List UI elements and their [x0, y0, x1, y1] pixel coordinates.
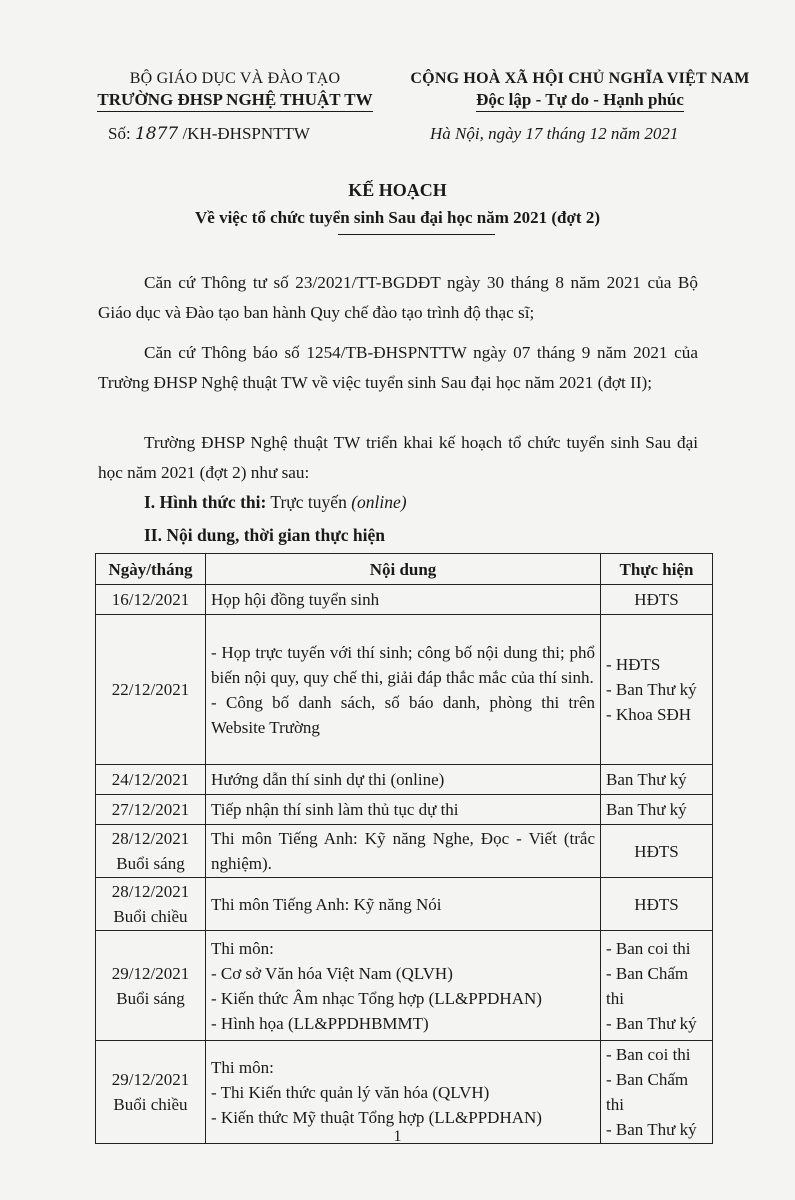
header-content: Nội dung — [206, 554, 601, 585]
cell-exec-line: - Ban Chấm thi — [606, 963, 689, 1008]
document-date: Hà Nội, ngày 17 tháng 12 năm 2021 — [430, 124, 679, 143]
issuer-block — [75, 70, 395, 112]
section-schedule-heading — [144, 525, 385, 546]
cell-content-line: - Cơ sở Văn hóa Việt Nam (QLVH) — [211, 963, 453, 983]
cell-content — [206, 825, 601, 878]
national-header — [380, 70, 780, 112]
cell-content-line: Thi môn: — [211, 1057, 274, 1077]
section-1-note: (online) — [351, 492, 407, 512]
cell-date-line: 16/12/2021 — [111, 590, 190, 609]
cell-content-line: Họp hội đồng tuyển sinh — [211, 590, 380, 609]
cell-content-line: - Họp trực tuyến với thí sinh; công bố nội dung thi; phổ biến nội quy, quy chế thi, giải đáp thắc mắc của thí sinh. — [211, 642, 595, 687]
document-number — [108, 124, 310, 144]
national-motto: Độc lập - Tự do - Hạnh phúc — [476, 90, 684, 112]
cell-content — [206, 615, 601, 765]
cell-date — [96, 765, 206, 795]
table-row — [96, 765, 713, 795]
cell-date-line: Buổi chiều — [113, 1095, 188, 1114]
table-header-row — [96, 554, 713, 585]
cell-date-line: 28/12/2021 — [111, 829, 190, 848]
paragraph-legal-basis-1: Căn cứ Thông tư số 23/2021/TT-BGDĐT ngày 30 tháng 8 năm 2021 của Bộ Giáo dục và Đào tạo ban hành Quy chế đào tạo trình độ thạc sĩ; — [98, 273, 698, 322]
cell-exec-line: HĐTS — [634, 590, 679, 609]
cell-exec-line: - Ban Thư ký — [606, 1120, 697, 1139]
cell-exec — [601, 795, 713, 825]
cell-exec-line: - HĐTS — [606, 655, 661, 674]
cell-exec-line: HĐTS — [634, 894, 679, 914]
table-row — [96, 585, 713, 615]
table-row — [96, 615, 713, 765]
page-number: 1 — [393, 1128, 402, 1145]
school-name: TRƯỜNG ĐHSP NGHỆ THUẬT TW — [97, 90, 372, 112]
cell-date-line: 29/12/2021 — [111, 963, 190, 983]
cell-date-line: Buổi chiều — [113, 907, 188, 926]
cell-content-line: - Hình họa (LL&PPDHBMMT) — [211, 1013, 429, 1033]
cell-date — [96, 795, 206, 825]
doc-number-handwritten: 1877 — [134, 124, 179, 144]
doc-number-suffix: /KH-ĐHSPNTTW — [182, 124, 310, 143]
cell-exec — [601, 615, 713, 765]
ministry-name: BỘ GIÁO DỤC VÀ ĐÀO TẠO — [129, 70, 341, 87]
doc-number-prefix: Số: — [108, 124, 131, 143]
section-1-label: I. Hình thức thi: — [144, 492, 267, 512]
cell-date-line: Buổi sáng — [116, 988, 185, 1008]
cell-exec-line: - Ban coi thi — [606, 1045, 691, 1064]
cell-date-line: 29/12/2021 — [111, 1070, 190, 1089]
cell-exec-line: Ban Thư ký — [606, 800, 687, 819]
cell-content-line: - Công bố danh sách, số báo danh, phòng thi trên Website Trường — [211, 692, 595, 737]
cell-content-line: - Kiến thức Âm nhạc Tổng hợp (LL&PPDHAN) — [211, 988, 542, 1008]
table-body — [96, 585, 713, 1144]
table-row — [96, 795, 713, 825]
cell-exec-line: - Ban coi thi — [606, 938, 691, 958]
cell-content-line: - Kiến thức Mỹ thuật Tổng hợp (LL&PPDHAN) — [211, 1107, 542, 1127]
cell-exec-line: - Khoa SĐH — [606, 705, 691, 724]
cell-date-line: Buổi sáng — [116, 854, 185, 873]
cell-exec-line: - Ban Chấm thi — [606, 1070, 689, 1114]
cell-exec-line: HĐTS — [634, 841, 679, 861]
cell-content-line: Thi môn: — [211, 938, 274, 958]
section-1-value: Trực tuyến — [270, 492, 347, 512]
cell-exec — [601, 585, 713, 615]
cell-exec — [601, 931, 713, 1041]
cell-content-line: Thi môn Tiếng Anh: Kỹ năng Nghe, Đọc - Viết (trắc nghiệm). — [211, 829, 595, 873]
cell-content-line: Thi môn Tiếng Anh: Kỹ năng Nói — [211, 894, 442, 914]
cell-content — [206, 795, 601, 825]
cell-exec — [601, 765, 713, 795]
cell-date-line: 27/12/2021 — [111, 800, 190, 819]
cell-content — [206, 931, 601, 1041]
cell-content-line: - Thi Kiến thức quản lý văn hóa (QLVH) — [211, 1082, 490, 1102]
cell-content — [206, 585, 601, 615]
paragraph-legal-basis-2: Căn cứ Thông báo số 1254/TB-ĐHSPNTTW ngày 07 tháng 9 năm 2021 của Trường ĐHSP Nghệ thuật TW về việc tuyển sinh Sau đại học năm 2021 (đợt II); — [98, 343, 698, 392]
header-exec: Thực hiện — [601, 554, 713, 585]
cell-date — [96, 825, 206, 878]
section-exam-format — [144, 492, 407, 513]
table-row — [96, 931, 713, 1041]
table-row — [96, 878, 713, 931]
document-title: KẾ HOẠCH — [348, 180, 447, 200]
cell-content-line: Tiếp nhận thí sinh làm thủ tục dự thi — [211, 800, 459, 819]
cell-date — [96, 878, 206, 931]
cell-date-line: 28/12/2021 — [111, 882, 190, 901]
cell-exec-line: - Ban Thư ký — [606, 680, 697, 699]
header-date: Ngày/tháng — [96, 554, 206, 585]
schedule-table — [95, 553, 713, 1144]
table-row — [96, 825, 713, 878]
cell-date — [96, 585, 206, 615]
cell-date-line: 24/12/2021 — [111, 770, 190, 789]
cell-date — [96, 931, 206, 1041]
cell-date — [96, 615, 206, 765]
cell-content — [206, 878, 601, 931]
cell-exec — [601, 825, 713, 878]
country-name: CỘNG HOÀ XÃ HỘI CHỦ NGHĨA VIỆT NAM — [410, 70, 750, 87]
subtitle-underline — [338, 234, 495, 235]
paragraph-implementation: Trường ĐHSP Nghệ thuật TW triển khai kế hoạch tổ chức tuyển sinh Sau đại học năm 2021 (đợt 2) như sau: — [98, 433, 698, 482]
cell-content — [206, 765, 601, 795]
document-subtitle: Về việc tổ chức tuyển sinh Sau đại học năm 2021 (đợt 2) — [195, 208, 600, 227]
cell-content-line: Hướng dẫn thí sinh dự thi (online) — [211, 770, 445, 789]
cell-exec-line: Ban Thư ký — [606, 770, 687, 789]
cell-exec — [601, 878, 713, 931]
cell-date-line: 22/12/2021 — [111, 680, 190, 699]
cell-exec-line: - Ban Thư ký — [606, 1013, 697, 1033]
section-2-label: II. Nội dung, thời gian thực hiện — [144, 525, 385, 545]
